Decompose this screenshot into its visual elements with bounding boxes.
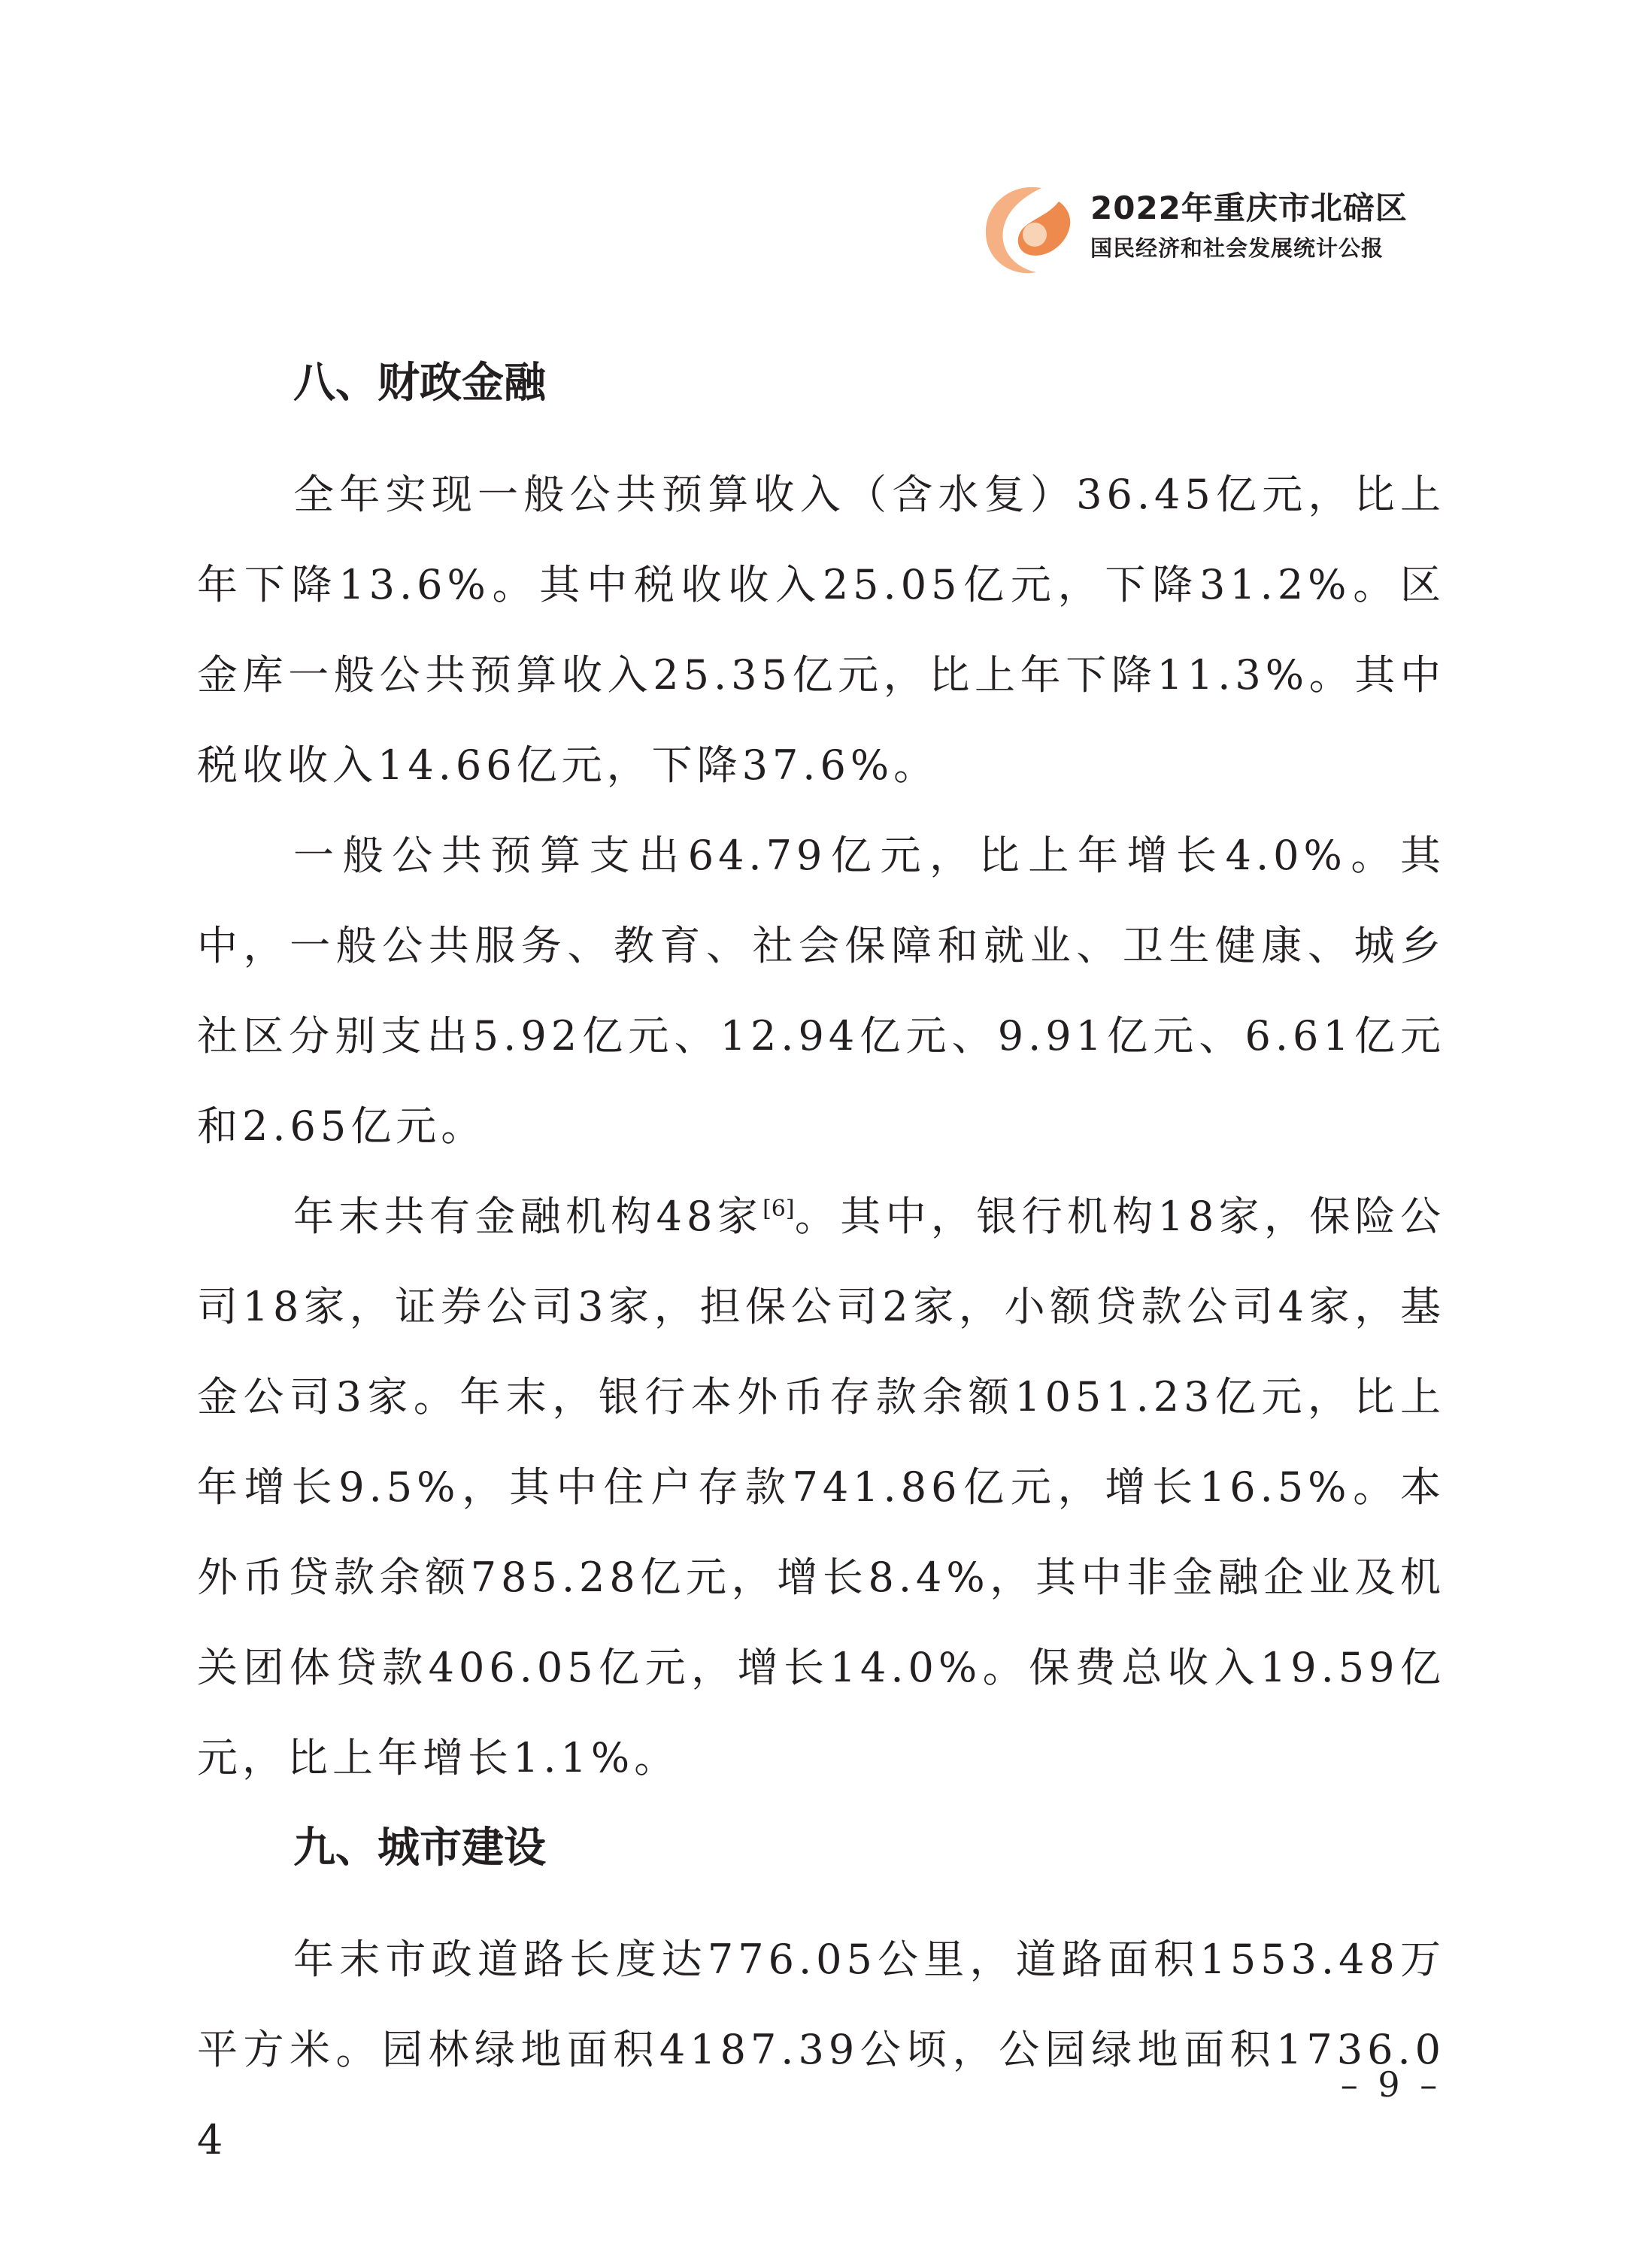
section-heading-urban-construction: 九、城市建设 <box>293 1824 546 1872</box>
report-body <box>197 353 1445 2185</box>
header-subtitle: 国民经济和社会发展统计公报 <box>1090 235 1384 261</box>
header-title: 2022年重庆市北碚区 <box>1090 190 1408 226</box>
paragraph-budget-expenditure: 一般公共预算支出64.79亿元，比上年增长4.0%。其中，一般公共服务、教育、社会保障和就业、卫生健康、城乡社区分别支出5.92亿元、12.94亿元、9.91亿元、6.61亿元和2.65亿元。 <box>197 832 1445 1150</box>
paragraph-financial-institutions <box>197 1172 1445 1803</box>
report-header <box>970 171 1451 284</box>
header-text-block <box>1090 190 1408 265</box>
footnote-marker: [6] <box>762 1196 795 1222</box>
page-number: – 9 – <box>1340 2064 1442 2105</box>
section-heading-finance: 八、财政金融 <box>293 359 546 408</box>
paragraph-budget-revenue: 全年实现一般公共预算收入（含水复）36.45亿元，比上年下降13.6%。其中税收收入25.05亿元，下降31.2%。区金库一般公共预算收入25.35亿元，比上年下降11.3%。其中税收收入14.66亿元，下降37.6%。 <box>197 471 1445 789</box>
report-logo-icon <box>970 171 1083 284</box>
section-gap <box>197 1803 1445 1818</box>
financial-institutions-text-start: 年末共有金融机构48家 <box>293 1193 763 1240</box>
financial-institutions-text-rest: 。其中，银行机构18家，保险公司18家，证券公司3家，担保公司2家，小额贷款公司4家，基金公司3家。年末，银行本外币存款余额1051.23亿元，比上年增长9.5%，其中住户存款741.86亿元，增长16.5%。本外币贷款余额785.28亿元，增长8.4%，其中非金融企业及机关团体贷款406.05亿元，增长14.0%。保费总收入19.59亿元，比上年增长1.1%。 <box>197 1193 1445 1781</box>
paragraph-urban-roads: 年末市政道路长度达776.05公里，道路面积1553.48万平方米。园林绿地面积4187.39公顷，公园绿地面积1736.04 <box>197 1936 1445 2163</box>
